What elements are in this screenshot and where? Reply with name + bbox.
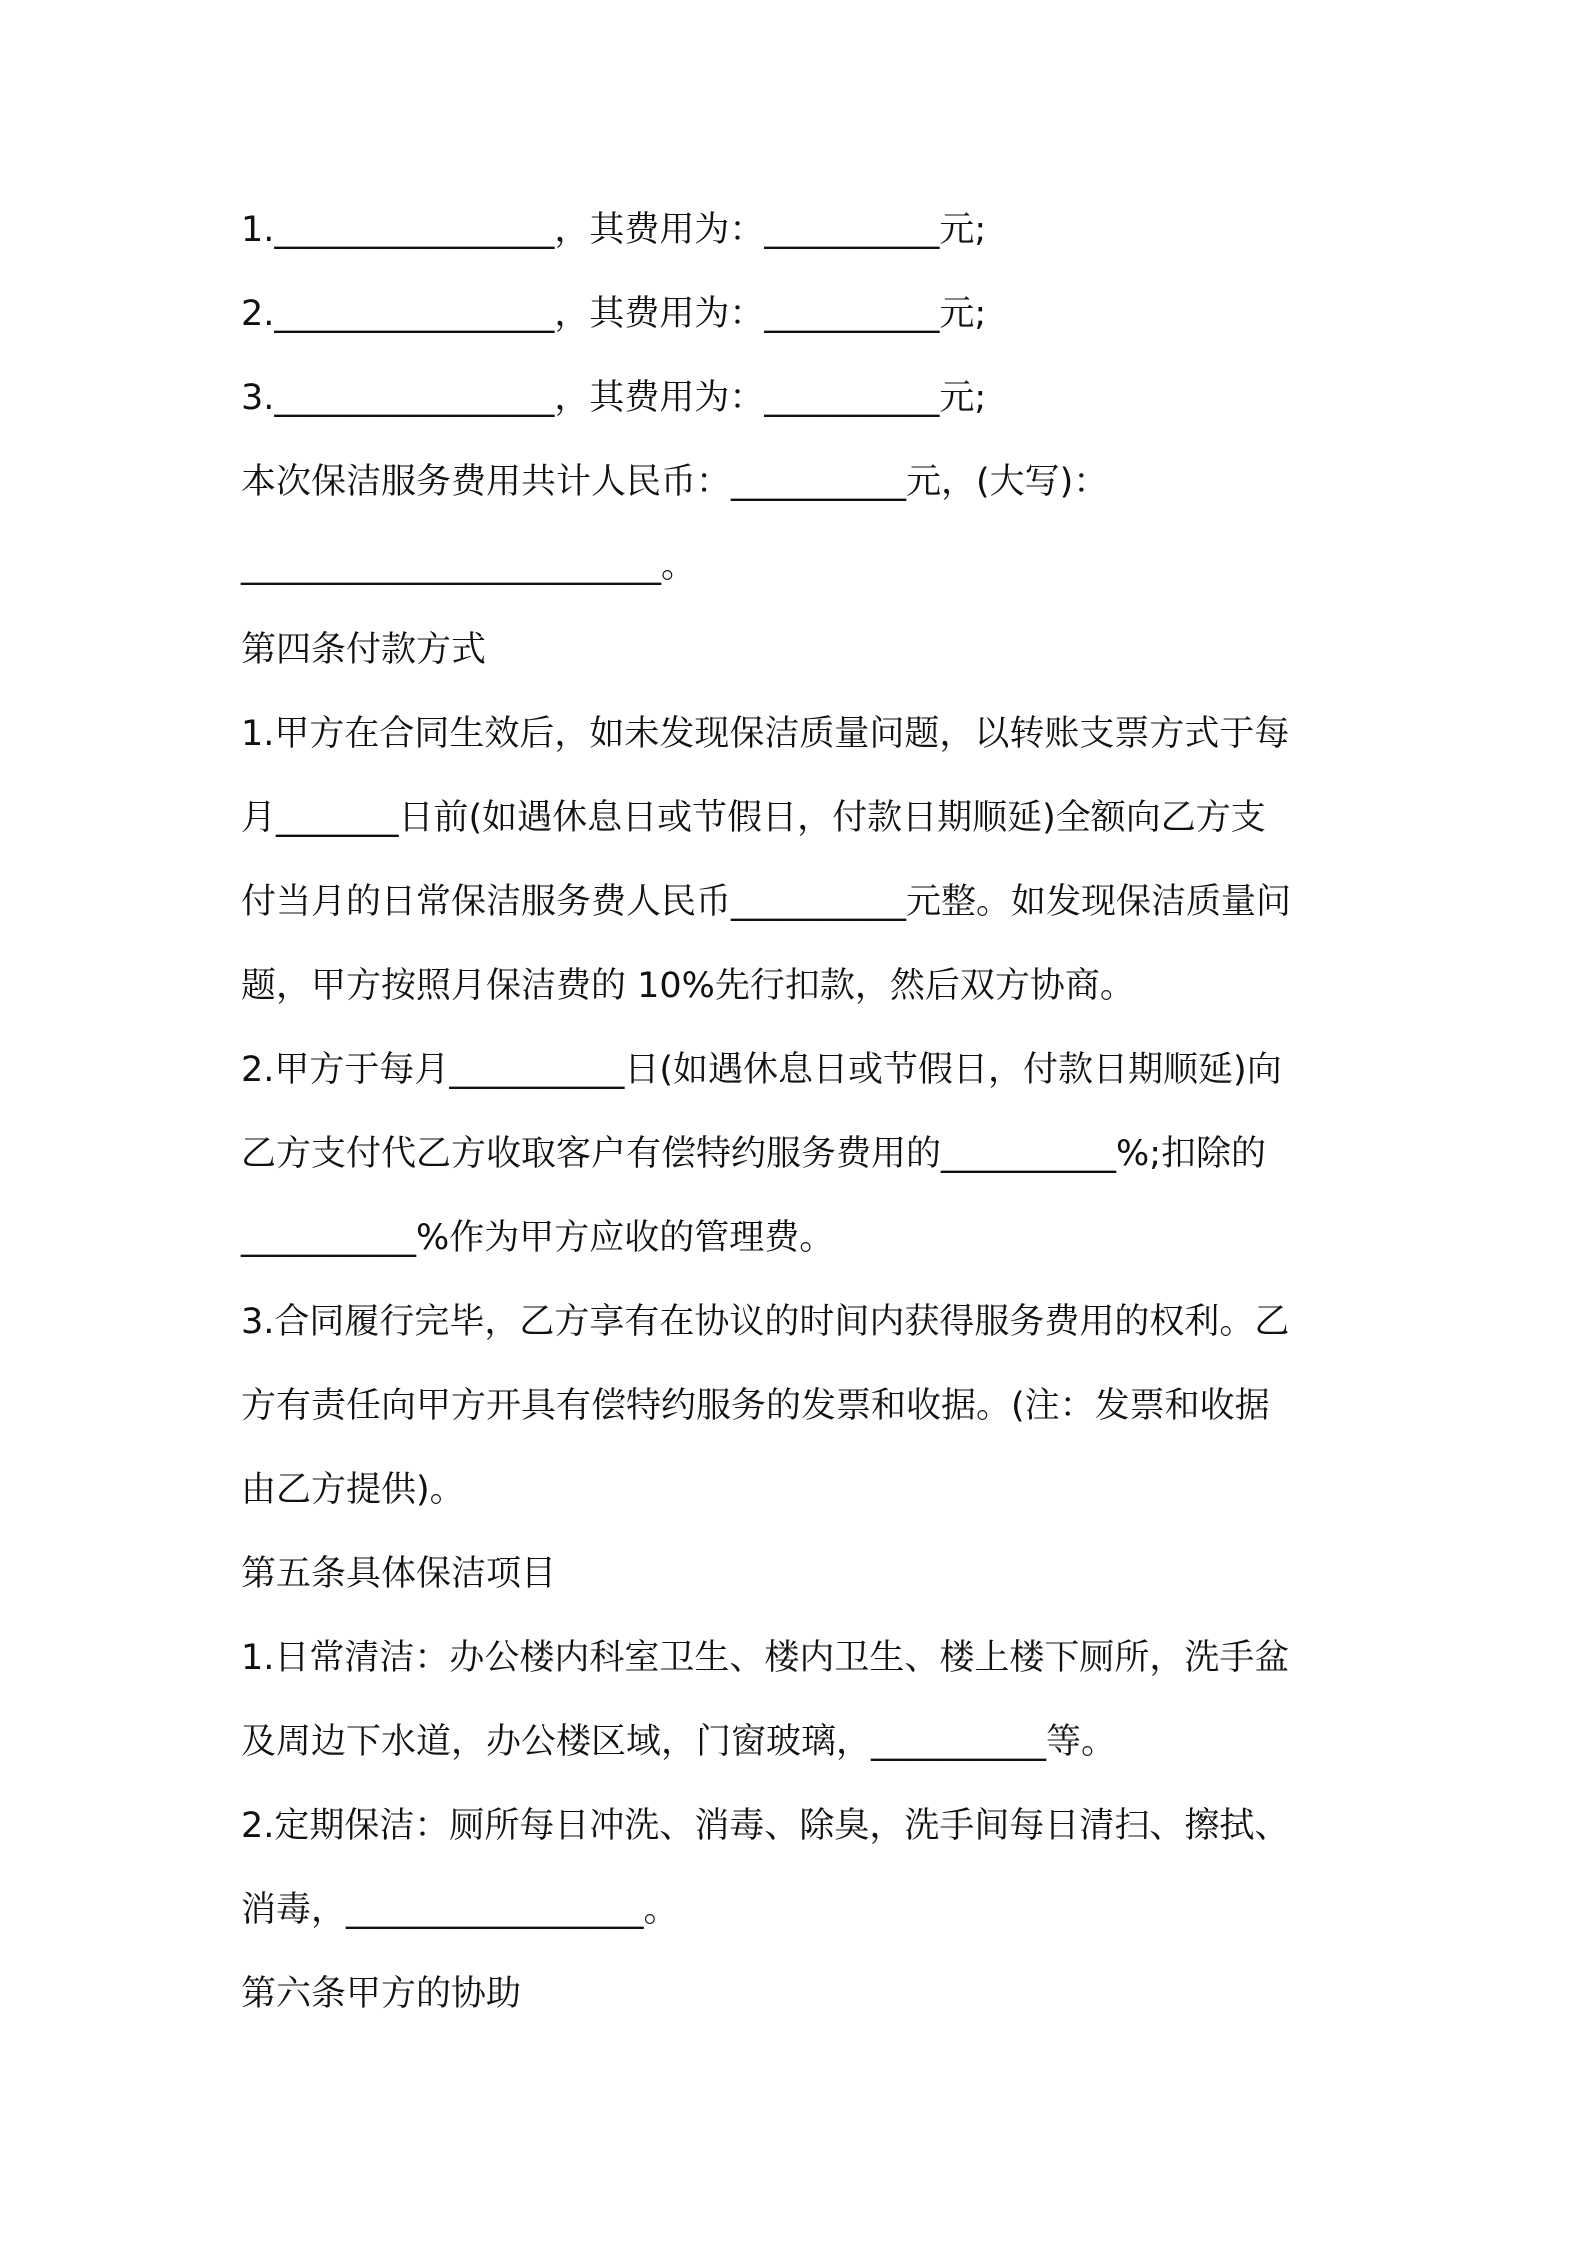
fee-total-uppercase-line: ________________________。 bbox=[241, 546, 697, 586]
payment-clause-1-line-1: 1.甲方在合同生效后，如未发现保洁质量问题，以转账支票方式于每 bbox=[241, 714, 1290, 754]
payment-clause-1-line-4: 题，甲方按照月保洁费的 10%先行扣款，然后双方协商。 bbox=[241, 966, 1135, 1006]
payment-clause-2-line-1: 2.甲方于每月__________日(如遇休息日或节假日，付款日期顺延)向 bbox=[241, 1050, 1282, 1090]
cleaning-item-2-line-2: 消毒，_________________。 bbox=[241, 1890, 679, 1930]
section-heading-cleaning-items: 第五条具体保洁项目 bbox=[241, 1554, 557, 1594]
cleaning-item-1-line-1: 1.日常清洁：办公楼内科室卫生、楼内卫生、楼上楼下厕所，洗手盆 bbox=[241, 1638, 1290, 1678]
payment-clause-3-line-2: 方有责任向甲方开具有偿特约服务的发票和收据。(注：发票和收据 bbox=[241, 1386, 1270, 1426]
payment-clause-1-line-3: 付当月的日常保洁服务费人民币__________元整。如发现保洁质量问 bbox=[241, 882, 1292, 922]
fee-item-3: 3.________________，其费用为：__________元; bbox=[241, 378, 987, 418]
section-heading-payment: 第四条付款方式 bbox=[241, 630, 487, 670]
cleaning-item-2-line-1: 2.定期保洁：厕所每日冲洗、消毒、除臭，洗手间每日清扫、擦拭、 bbox=[241, 1806, 1290, 1846]
fee-item-2: 2.________________，其费用为：__________元; bbox=[241, 294, 987, 334]
payment-clause-2-line-2: 乙方支付代乙方收取客户有偿特约服务费用的__________%;扣除的 bbox=[241, 1134, 1267, 1174]
section-heading-party-a-assistance: 第六条甲方的协助 bbox=[241, 1974, 522, 2014]
payment-clause-2-line-3: __________%作为甲方应收的管理费。 bbox=[241, 1218, 835, 1258]
fee-item-1: 1.________________，其费用为：__________元; bbox=[241, 210, 987, 250]
fee-total-line: 本次保洁服务费用共计人民币：__________元，(大写)： bbox=[241, 462, 1109, 502]
payment-clause-1-line-2: 月_______日前(如遇休息日或节假日，付款日期顺延)全额向乙方支 bbox=[241, 798, 1266, 838]
payment-clause-3-line-1: 3.合同履行完毕，乙方享有在协议的时间内获得服务费用的权利。乙 bbox=[241, 1302, 1290, 1342]
cleaning-item-1-line-2: 及周边下水道，办公楼区域，门窗玻璃，__________等。 bbox=[241, 1722, 1117, 1762]
payment-clause-3-line-3: 由乙方提供)。 bbox=[241, 1470, 465, 1510]
